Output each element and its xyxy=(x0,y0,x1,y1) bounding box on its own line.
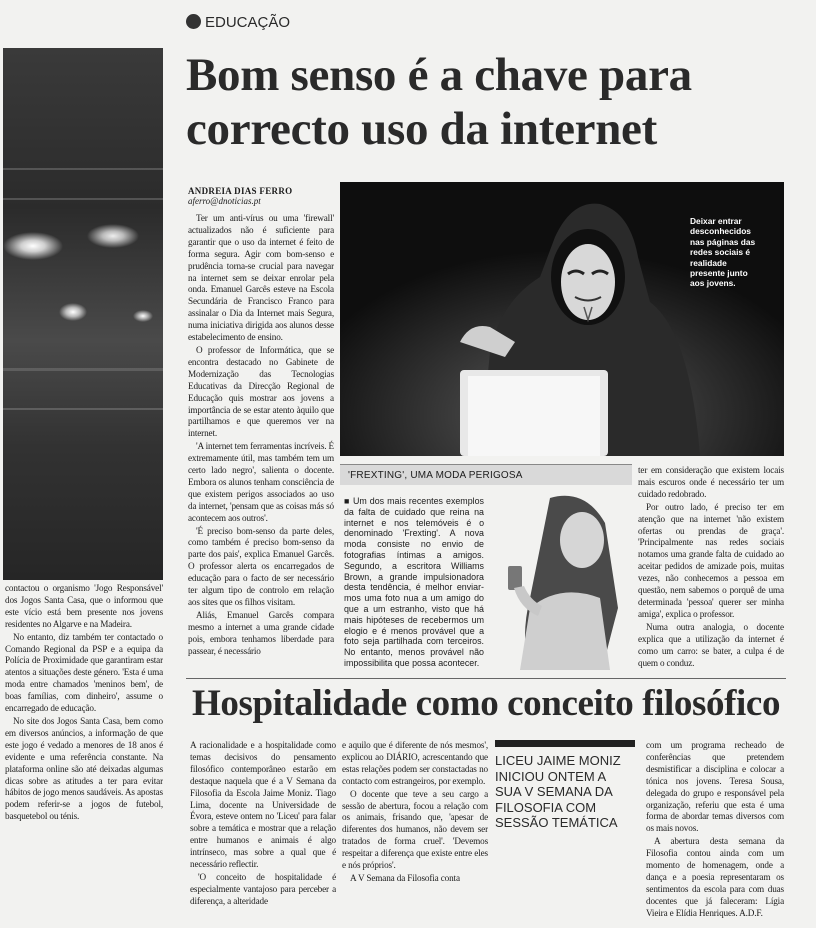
paragraph: Aliás, Emanuel Garcês compara mesmo a internet a uma grande cidade pois, embora tenhamos liberdade para passear, é necessário xyxy=(188,609,334,656)
paragraph: A abertura desta semana da Filosofia contou ainda com um momento de homenagem, onde a dança e a poesia representaram os sentimentos da escola para com duas docentes que já faleceram: Lígia Vieira e Elídia Henriques. A.D.F. xyxy=(646,836,784,918)
paragraph: Numa outra analogia, o docente explica que a utilização da internet é como um carro: se bater, a culpa é de quem o conduz. xyxy=(638,621,784,668)
sidebar-title-bar xyxy=(340,464,632,485)
paragraph: com um programa recheado de conferências que pretendem desmistificar a disciplina e colocar a tónica nos jovens. Teresa Sousa, delegada do grupo e responsável pela organização, referiu que esta é uma forma de abordar temas diversos com os mais novos. xyxy=(646,740,784,834)
main-article-column-1 xyxy=(188,213,334,668)
sidebar-text-content: Um dos mais recentes exemplos da falta de cuidado que reina na internet e nos telemóveis é o denominado 'Frexting'. A nova moda consiste no envio de fotografias íntimas a amigos. Segundo, a escritora Williams Brown, a grande impulsionadora desta tendência, é melhor enviar-mos uma foto nua a um amigo do que a um estranho, visto que há mais hipóteses de recebermos um elogio e é menos provável que a foto seja partilhada com terceiros. No entanto, menos provável não impossibilita que possa acontecer. xyxy=(344,496,484,668)
paragraph: A racionalidade e a hospitalidade como temas decisivos do pensamento filosófico contemporâneo estarão em destaque naquela que é a V Semana da Filosofia da Escola Jaime Moniz. Tiago Lima, docente na Universidade de Évora, esteve ontem no 'Liceu' para falar sobre a temática e mostrar que a relação entre humanos e animais é algo intrínseco, mas sobre a qual que é necessário reflectir. xyxy=(190,740,336,870)
woman-selfie-photo xyxy=(490,488,630,670)
main-headline-line1: Bom senso é a chave para xyxy=(186,49,692,101)
pull-quote-text: LICEU JAIME MONIZ INICIOU ONTEM A SUA V SEMANA DA FILOSOFIA COM SESSÃO TEMÁTICA xyxy=(495,753,621,830)
paragraph: 'É preciso bom-senso da parte deles, como também é preciso bom-senso da parte dos pais', explica Emanuel Garcês. O professor alerta os encarregados de educação para o facto de ser necessário ter algum tipo de controlo em relação aos sites que os filhos visitam. xyxy=(188,525,334,607)
byline xyxy=(188,186,338,206)
sidebar-title: 'FREXTING', UMA MODA PERIGOSA xyxy=(348,470,523,481)
left-photo-stadium-lights xyxy=(3,48,163,580)
paragraph: Ter um anti-vírus ou uma 'firewall' actualizados não é suficiente para garantir que o uso da internet é feito de forma segura. Agir com bom-senso e prudência torna-se crucial para navegar na internet sem se deixar enrolar pela onda. Emanuel Garcês esteve na Escola Secundária de Francisco Franco para assinalar o Dia da Internet mais Segura, numa iniciativa dirigida aos alunos desse estabelecimento de ensino. xyxy=(188,213,334,343)
woman-illustration xyxy=(490,488,630,670)
byline-name: ANDREIA DIAS FERRO xyxy=(188,186,293,196)
second-article-column-1 xyxy=(190,740,336,918)
second-article-column-2 xyxy=(342,740,488,918)
photo-caption: Deixar entrar desconhecidos nas páginas das redes sociais é realidade presente junto aos jovens. xyxy=(690,216,756,289)
paragraph: A V Semana da Filosofia conta xyxy=(350,872,460,883)
second-headline: Hospitalidade como conceito filosófico xyxy=(192,683,781,724)
hooded-hacker-photo xyxy=(340,182,784,456)
sidebar-text xyxy=(344,496,484,669)
section-header xyxy=(186,14,290,31)
paragraph: e aquilo que é diferente de nós mesmos', explicou ao DIÁRIO, acrescentando que estas relações podem ser constactadas no contacto com estrangeiros, por exemplo. xyxy=(342,740,488,786)
left-article-column xyxy=(5,583,163,923)
main-article-column-4 xyxy=(638,465,784,670)
paragraph: contactou o organismo 'Jogo Responsável' dos Jogos Santa Casa, que o informou que este vício está bem presente nos jovens residentes no Algarve e na Madeira. xyxy=(5,583,163,629)
byline-email: aferro@dnoticias.pt xyxy=(188,196,261,206)
main-headline-line2: correcto uso da internet xyxy=(186,103,657,155)
paragraph: No entanto, diz também ter contactado o Comando Regional da PSP e a equipa da Polícia de Proximidade que garantiram estar atentos a situações deste género. 'Esta é uma moda entre chamados 'meninos bem', de boas famílias, com dinheiro', assume o encarregado de educação. xyxy=(5,631,163,714)
pull-quote xyxy=(495,740,635,831)
article-divider xyxy=(186,678,786,679)
paragraph: O docente que teve a seu cargo a sessão de abertura, focou a relação com os animais, frisando que, 'apesar de diferentes dos humanos, não devem ser tratados de forma cruel'. 'Devemos respeitar a diferença que existe entre eles e nós próprios'. xyxy=(342,788,488,871)
main-headline xyxy=(186,48,786,156)
paragraph: 'O conceito de hospitalidade é especialmente vantajoso para perceber a diferença, a alteridade xyxy=(190,871,336,906)
paragraph: ter em consideração que existem locais mais escuros onde é necessário ter um cuidado redobrado. xyxy=(638,465,784,499)
section-bullet-icon xyxy=(186,14,201,29)
paragraph: No site dos Jogos Santa Casa, bem como em diversos anúncios, a informação de que este jogo é vedado a menores de 18 anos é evidente e uma referência constante. Na plataforma online são até deixadas algumas dicas sobre as atitudes a ter para evitar hábitos de jogo menos saudáveis. As apostas podem referir-se a jogos de futebol, basquetebol ou ténis. xyxy=(5,715,163,822)
section-label: EDUCAÇÃO xyxy=(205,14,291,31)
sidebar-bullet-icon: ■ xyxy=(344,496,353,506)
paragraph: O professor de Informática, que se encontra destacado no Gabinete de Modernização das Tecnologias Educativas da Direcção Regional de Educação quis mostrar aos jovens a importância de se estar atento àquilo que partilhamos e que queremos ver na internet. xyxy=(188,344,334,439)
paragraph: 'A internet tem ferramentas incríveis. É extremamente útil, mas também tem um certo lado negro', salienta o docente. Embora os alunos tenham consciência de que existem perigos associados ao uso da internet, 'pensam que as coisas más só acontecem aos outros'. xyxy=(188,441,334,523)
second-article-column-4 xyxy=(646,740,784,918)
paragraph: Por outro lado, é preciso ter em atenção que na internet 'não existem ofertas ou prendas de graça'. 'Principalmente nas redes sociais notamos uma grande falta de cuidado ao aceitar pedidos de amizade pois, muitas vezes, não conhecemos a pessoa em questão, nem sabemos o porquê de uma determinada 'pessoa' querer ser minha amiga', explica o professor. xyxy=(638,501,784,619)
